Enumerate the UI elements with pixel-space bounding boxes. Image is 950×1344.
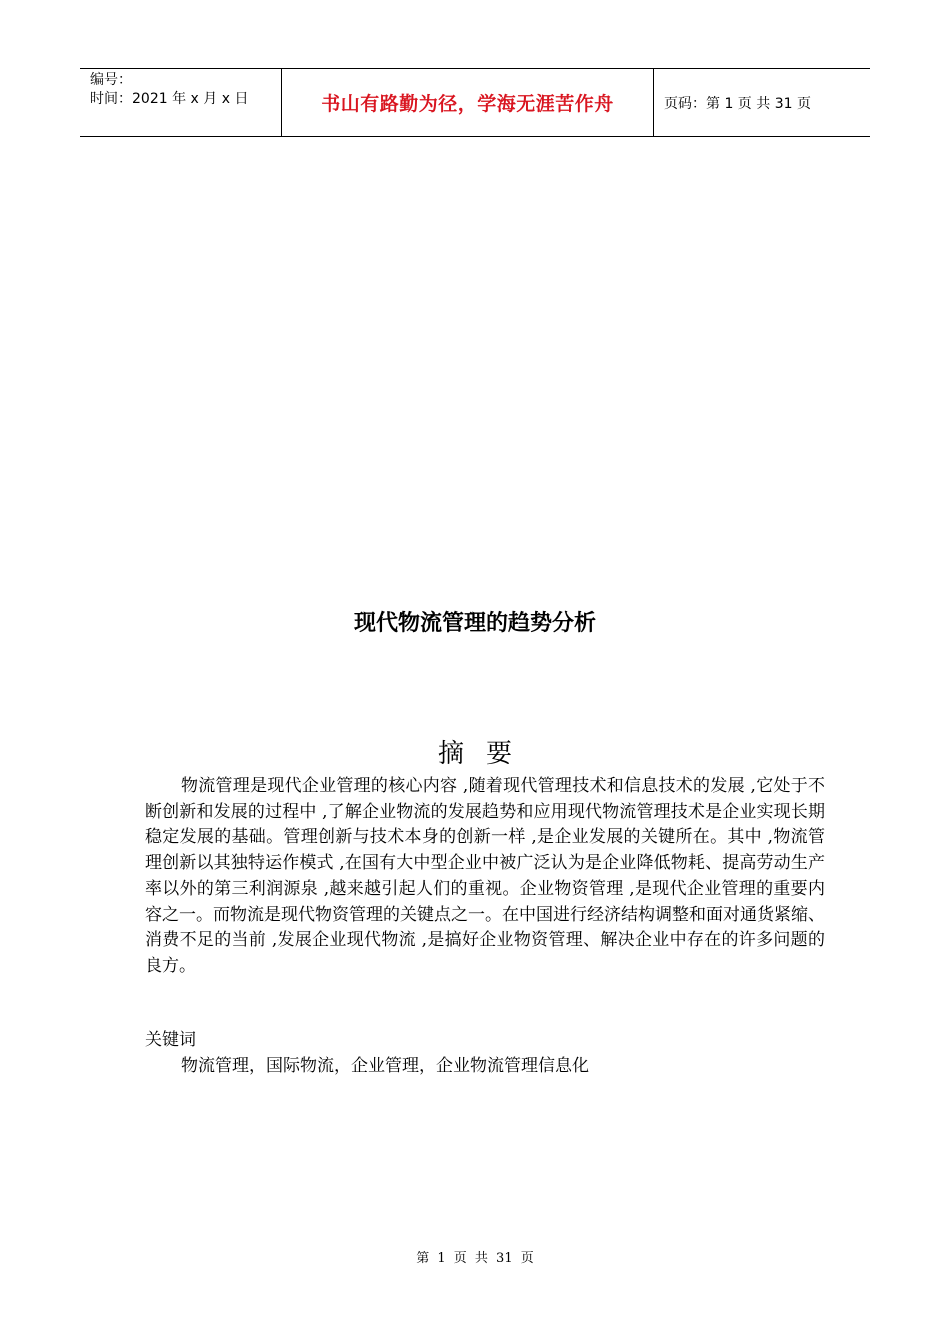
keywords-list: 物流管理，国际物流，企业管理，企业物流管理信息化	[181, 1056, 589, 1076]
time-label: 时间：2021 年 x 月 x 日	[90, 91, 249, 107]
document-title: 现代物流管理的趋势分析	[353, 611, 596, 636]
number-label: 编号：	[90, 72, 132, 88]
header-page-info: 页码：第 1 页 共 31 页	[664, 95, 811, 112]
abstract-heading: 摘要	[437, 739, 534, 769]
abstract-paragraph: 物流管理是现代企业管理的核心内容 ,随着现代管理技术和信息技术的发展 ,它处于不断创新和发展的过程中 ,了解企业物流的发展趋势和应用现代物流管理技术是企业实现长期稳定发展的基础。管理创新与技术本身的创新一样 ,是企业发展的关键所在。其中 ,物流管理创新以其独特运作模式 ,在国有大中型企业中被广泛认为是企业降低物耗、提高劳动生产率以外的第三利润源泉 ,越来越引起人们的重视。企业物资管理 ,是现代企业管理的重要内容之一。而物流是现代物资管理的关键点之一。在中国进行经济结构调整和面对通货紧缩、消费不足的当前 ,发展企业现代物流 ,是搞好企业物资管理、解决企业中存在的许多问题的良方。	[145, 776, 825, 976]
header-meta	[80, 69, 281, 136]
document-header	[80, 68, 870, 137]
header-motto: 书山有路勤为径，学海无涯苦作舟	[281, 69, 654, 136]
keywords-label: 关键词	[145, 1030, 196, 1050]
page-footer: 第 1 页 共 31 页	[416, 1251, 534, 1266]
